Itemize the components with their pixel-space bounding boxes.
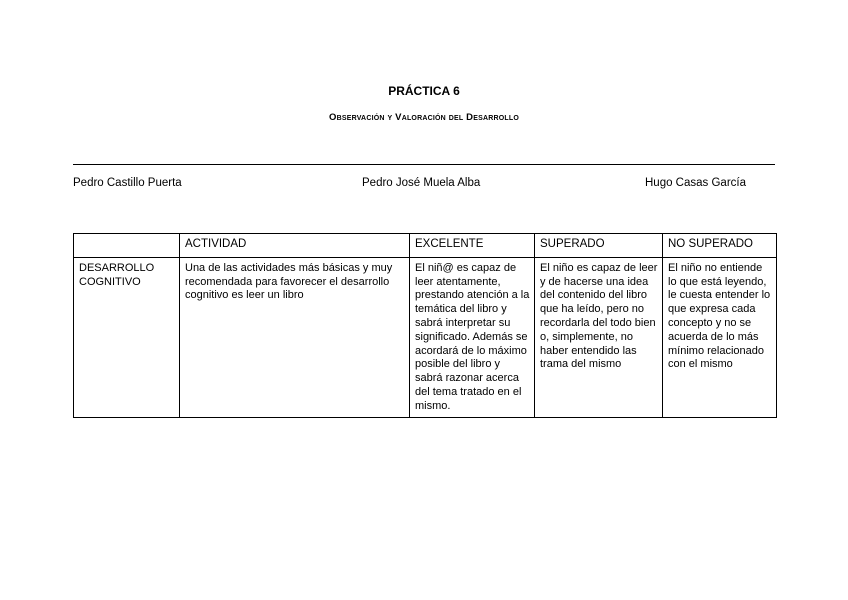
evaluation-rubric-table bbox=[73, 233, 777, 418]
header-superado: SUPERADO bbox=[535, 234, 663, 258]
header-no-superado: NO SUPERADO bbox=[663, 234, 777, 258]
header-divider bbox=[73, 164, 775, 165]
header-empty-cell bbox=[74, 234, 180, 258]
page-subtitle: Observación y Valoración del Desarrollo bbox=[329, 112, 519, 123]
author-name: Pedro José Muela Alba bbox=[362, 177, 481, 189]
header-excelente: EXCELENTE bbox=[410, 234, 535, 258]
cell-no-superado: El niño no entiende lo que está leyendo, le cuesta entender lo que expresa cada concepto y no se acuerda de lo más mínimo relacionado con el mismo bbox=[663, 257, 777, 417]
cell-actividad: Una de las actividades más básicas y muy recomendada para favorecer el desarrollo cognitivo es leer un libro bbox=[180, 257, 410, 417]
cell-excelente: El niñ@ es capaz de leer atentamente, prestando atención a la temática del libro y sabrá interpretar su significado. Además se acordará de lo máximo posible del libro y sabrá razonar acerca del tema tratado en el mismo. bbox=[410, 257, 535, 417]
header-actividad: ACTIVIDAD bbox=[180, 234, 410, 258]
table-row bbox=[74, 257, 777, 417]
author-name: Hugo Casas García bbox=[645, 177, 746, 189]
page-title: PRÁCTICA 6 bbox=[388, 84, 460, 98]
cell-area: DESARROLLO COGNITIVO bbox=[74, 257, 180, 417]
table-header-row bbox=[74, 234, 777, 258]
author-name: Pedro Castillo Puerta bbox=[73, 177, 182, 189]
cell-superado: El niño es capaz de leer y de hacerse una idea del contenido del libro que ha leído, pero no recordarla del todo bien o, simplemente, no haber entendido las trama del mismo bbox=[535, 257, 663, 417]
